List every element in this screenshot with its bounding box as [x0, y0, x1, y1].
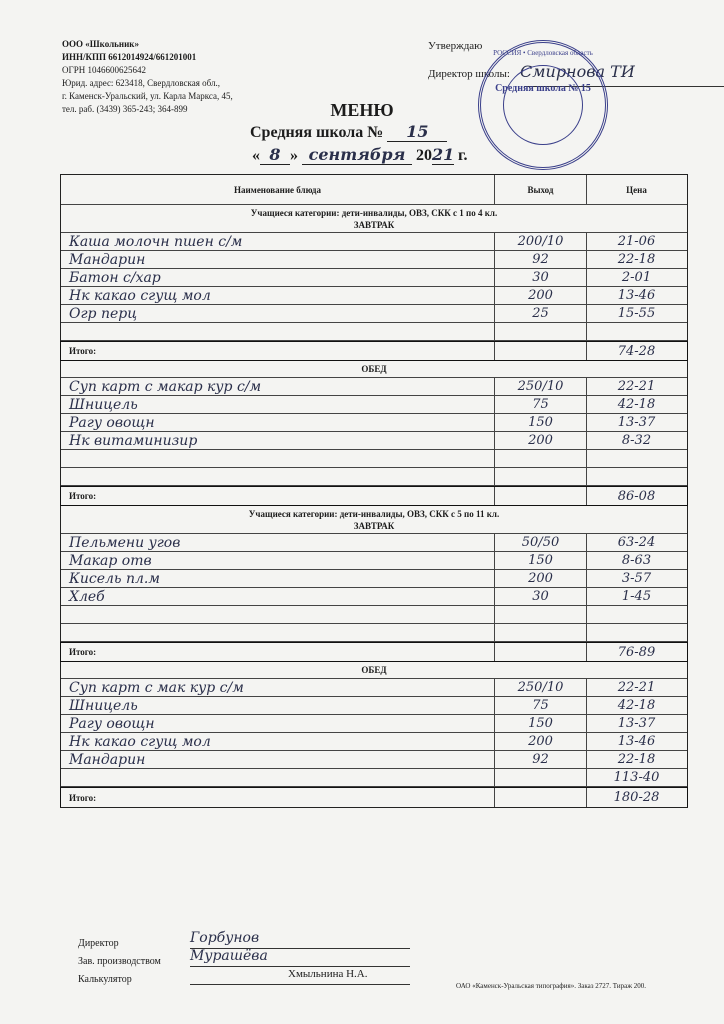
date-year-prefix: 20	[416, 147, 432, 164]
table-row	[61, 251, 687, 269]
table-row	[61, 697, 687, 715]
table-row	[61, 287, 687, 305]
table-header	[61, 175, 687, 205]
footer-calculator	[78, 968, 368, 985]
dish-name: Макар отв	[61, 552, 495, 569]
footer-calculator-line	[190, 984, 410, 985]
date-close-quote: »	[290, 147, 298, 164]
empty-row	[61, 624, 687, 642]
header-yield: Выход	[495, 175, 587, 204]
dish-price: 3-57	[621, 571, 652, 586]
dish-name: Рагу овощн	[61, 414, 495, 431]
empty-row	[61, 450, 687, 468]
director-signature: Смирнова ТИ	[520, 62, 635, 81]
dish-name: Шницель	[61, 396, 495, 413]
director-label: Директор школы:	[428, 68, 510, 80]
table-row	[61, 588, 687, 606]
dish-yield: 200	[495, 432, 587, 449]
dish-name: Пельмени угов	[61, 534, 495, 551]
date-open-quote: «	[252, 147, 260, 164]
dish-price: 13-37	[617, 415, 656, 430]
dish-yield: 75	[495, 697, 587, 714]
total-label: Итого:	[61, 487, 495, 505]
dish-yield: 150	[495, 715, 587, 732]
dish-price: 42-18	[617, 698, 656, 713]
total-label: Итого:	[61, 788, 495, 807]
date-year-suffix: г.	[458, 147, 468, 164]
school-number: 15	[387, 122, 447, 142]
empty-row	[61, 323, 687, 341]
dish-name: Кисель пл.м	[61, 570, 495, 587]
table-row	[61, 751, 687, 769]
category-label: Учащиеся категории: дети-инвалиды, ОВЗ, СКК с 5 по 11 кл.	[248, 509, 500, 519]
total-value: 74-28	[617, 343, 656, 359]
org-phone: тел. раб. (3439) 365-243; 364-899	[62, 104, 188, 114]
org-address-line1: Юрид. адрес: 623418, Свердловская обл.,	[62, 78, 220, 88]
table-row	[61, 552, 687, 570]
dish-name: Суп карт с мак кур с/м	[61, 679, 495, 696]
dish-price: 13-46	[617, 734, 656, 749]
org-inn: ИНН/КПП 6612014924/661201001	[62, 52, 197, 62]
dish-price: 22-18	[617, 752, 656, 767]
subtotal-row	[61, 769, 687, 787]
dish-price: 8-32	[621, 433, 652, 448]
dish-name: Огр перц	[61, 305, 495, 322]
total-value: 76-89	[617, 644, 656, 660]
dish-yield: 92	[495, 751, 587, 768]
table-row	[61, 715, 687, 733]
dish-name: Нк какао сгущ мол	[61, 733, 495, 750]
empty-row	[61, 468, 687, 486]
footer-director-label: Директор	[78, 938, 119, 949]
header-name: Наименование блюда	[61, 175, 495, 204]
dish-name: Батон с/хар	[61, 269, 495, 286]
table-row	[61, 534, 687, 552]
dish-name: Мандарин	[61, 251, 495, 268]
approve-label: Утверждаю	[428, 40, 483, 52]
meal-label: ЗАВТРАК	[353, 521, 395, 531]
dish-yield: 30	[495, 269, 587, 286]
dish-price: 1-45	[621, 589, 652, 604]
dish-price: 8-63	[621, 553, 652, 568]
header-price: Цена	[626, 184, 647, 195]
dish-yield: 92	[495, 251, 587, 268]
total-row	[60, 642, 688, 662]
dish-name: Нк какао сгущ мол	[61, 287, 495, 304]
dish-price: 2-01	[621, 270, 652, 285]
footer-production	[78, 948, 268, 967]
dish-price: 63-24	[617, 535, 656, 550]
dish-name: Хлеб	[61, 588, 495, 605]
dish-price: 22-21	[617, 379, 656, 394]
footer-calculator-name: Хмыльнина Н.А.	[288, 968, 368, 980]
dish-name: Мандарин	[61, 751, 495, 768]
total-value: 86-08	[617, 488, 656, 504]
table-row	[61, 396, 687, 414]
total-row	[60, 341, 688, 361]
table-row	[61, 378, 687, 396]
empty-row	[61, 606, 687, 624]
table-row	[61, 733, 687, 751]
meal-row: ОБЕД	[61, 361, 687, 378]
subtotal-value: 113-40	[613, 770, 660, 785]
footer-production-signature: Мурашёва	[190, 948, 268, 964]
school-label: Средняя школа №	[250, 124, 384, 141]
total-row	[60, 486, 688, 506]
school-line	[250, 122, 447, 142]
dish-yield: 200	[495, 287, 587, 304]
dish-name: Суп карт с макар кур с/м	[61, 378, 495, 395]
table-row	[61, 233, 687, 251]
date-year: 21	[432, 145, 455, 164]
dish-price: 42-18	[617, 397, 656, 412]
dish-name: Шницель	[61, 697, 495, 714]
stamp-ring-text: РОССИЯ • Свердловская область	[493, 49, 593, 57]
table-row	[61, 305, 687, 323]
footer-production-label: Зав. производством	[78, 956, 161, 967]
dish-price: 13-46	[617, 288, 656, 303]
dish-price: 15-55	[617, 306, 656, 321]
page-title: МЕНЮ	[330, 100, 394, 120]
org-name: ООО «Школьник»	[62, 39, 139, 49]
dish-yield: 150	[495, 414, 587, 431]
dish-yield: 250/10	[495, 378, 587, 395]
table-row	[61, 432, 687, 450]
dish-name: Нк витаминизир	[61, 432, 495, 449]
meal-label: ЗАВТРАК	[353, 220, 395, 230]
dish-price: 22-18	[617, 252, 656, 267]
dish-yield: 75	[495, 396, 587, 413]
dish-yield: 50/50	[495, 534, 587, 551]
dish-name: Каша молочн пшен с/м	[61, 233, 495, 250]
category-row	[61, 205, 687, 233]
dish-yield: 200	[495, 570, 587, 587]
table-row	[61, 269, 687, 287]
table-row	[61, 414, 687, 432]
menu-table	[60, 174, 688, 808]
category-row	[61, 506, 687, 534]
footer-director-signature: Горбунов	[190, 930, 260, 946]
dish-yield: 30	[495, 588, 587, 605]
org-ogrn: ОГРН 1046600625642	[62, 65, 146, 75]
dish-price: 21-06	[617, 234, 656, 249]
total-label: Итого:	[61, 342, 495, 360]
date-day: 8	[260, 145, 290, 165]
dish-yield: 250/10	[495, 679, 587, 696]
date-month: сентября	[302, 145, 412, 165]
table-row	[61, 570, 687, 588]
dish-yield: 200/10	[495, 233, 587, 250]
footer-production-line	[190, 966, 410, 967]
dish-price: 22-21	[617, 680, 656, 695]
dish-yield: 150	[495, 552, 587, 569]
total-label: Итого:	[61, 643, 495, 661]
printer-info: ОАО «Каменск-Уральская типография». Заказ 2727. Тираж 200.	[456, 982, 647, 990]
meal-row: ОБЕД	[61, 662, 687, 679]
dish-yield: 25	[495, 305, 587, 322]
stamp-main-text: Средняя школа № 15	[495, 83, 591, 94]
date-line	[252, 145, 467, 165]
category-label: Учащиеся категории: дети-инвалиды, ОВЗ, СКК с 1 по 4 кл.	[250, 208, 498, 218]
total-value: 180-28	[613, 790, 660, 805]
footer-calculator-label: Калькулятор	[78, 974, 132, 985]
total-row	[60, 787, 688, 807]
dish-name: Рагу овощн	[61, 715, 495, 732]
dish-price: 13-37	[617, 716, 656, 731]
table-row	[61, 679, 687, 697]
org-address-line2: г. Каменск-Уральский, ул. Карла Маркса, 45,	[62, 91, 233, 101]
dish-yield: 200	[495, 733, 587, 750]
footer-director	[78, 930, 260, 949]
